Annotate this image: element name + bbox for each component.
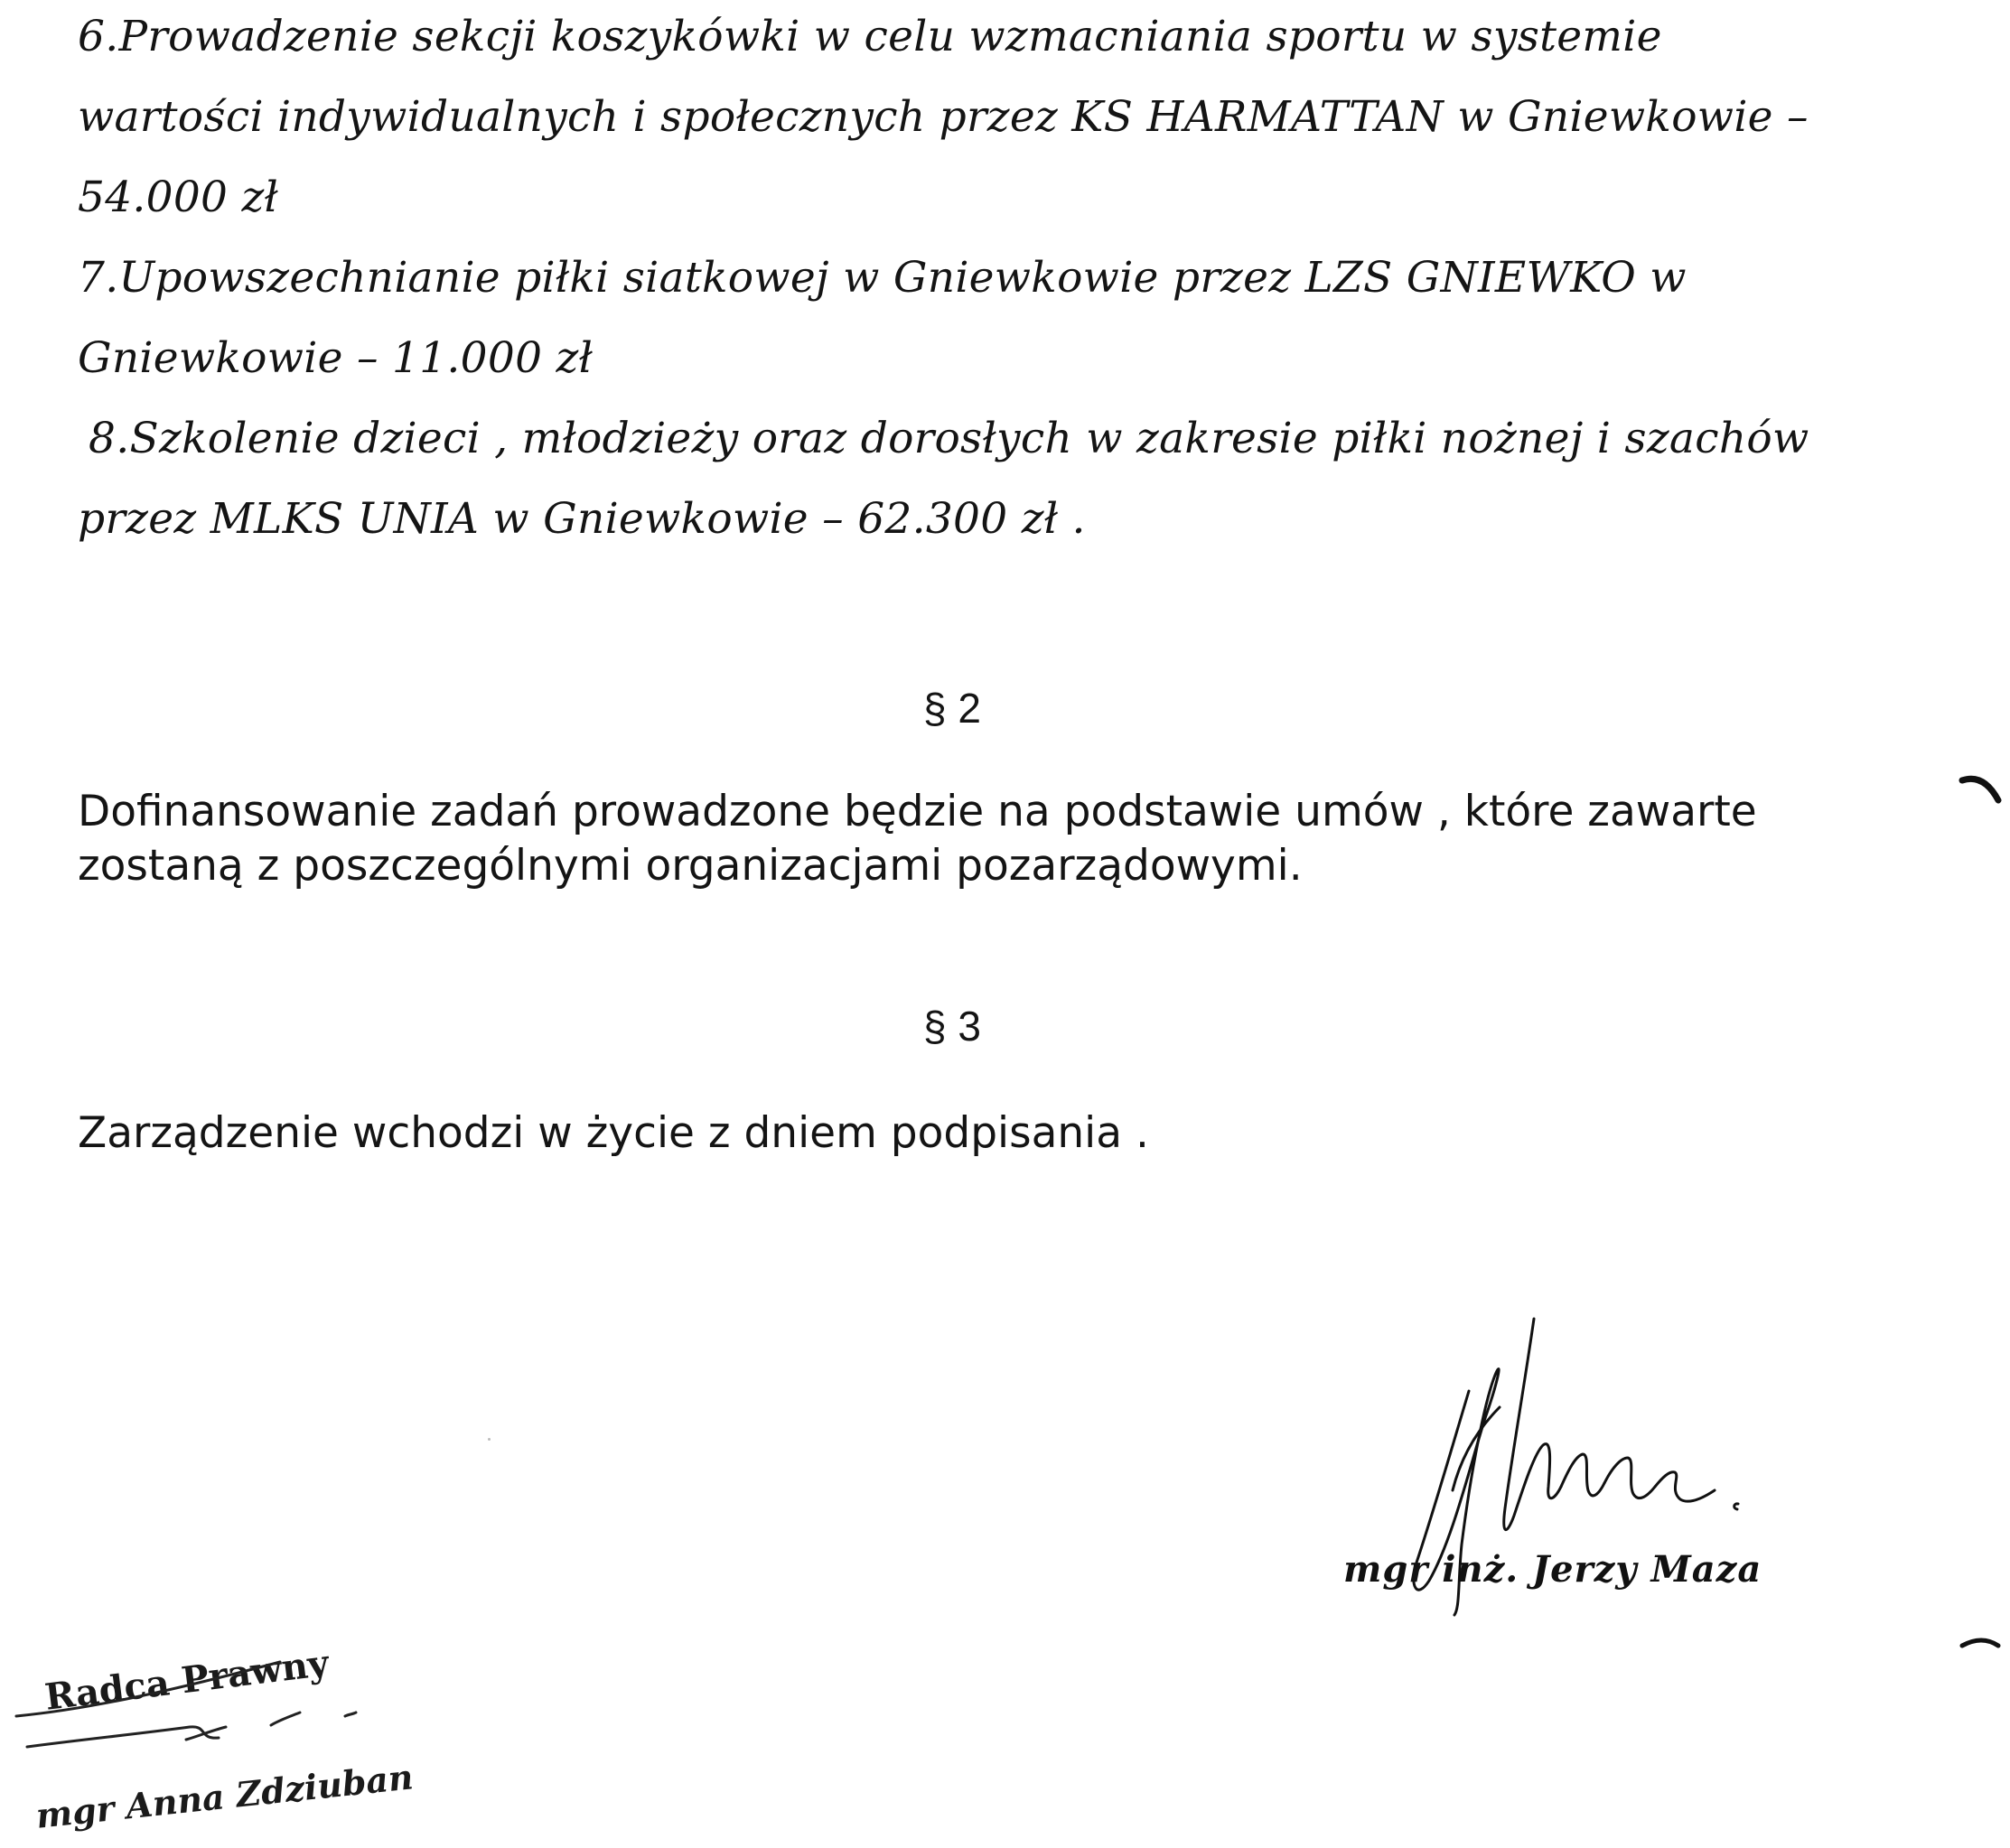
scan-hole-mark-icon bbox=[1959, 773, 2004, 809]
mayor-name: mgr inż. Jerzy Maza bbox=[1343, 1548, 1762, 1591]
section-2-heading: § 2 bbox=[923, 685, 981, 732]
task-item-8-line-2: przez MLKS UNIA w Gniewkowie – 62.300 zł . bbox=[78, 494, 1086, 544]
task-item-8-line-1: 8.Szkolenie dzieci , młodzieży oraz dorosłych w zakresie piłki nożnej i szachów bbox=[89, 414, 1809, 463]
legal-advisor-stamp bbox=[9, 1641, 434, 1848]
task-item-8 bbox=[78, 398, 1895, 559]
task-item-6 bbox=[78, 0, 1884, 238]
task-item-6-line-1: 6.Prowadzenie sekcji koszykówki w celu wzmacniania sportu w systemie bbox=[78, 12, 1662, 61]
task-item-6-line-2: wartości indywidualnych i społecznych przez KS HARMATTAN w Gniewkowie – bbox=[78, 92, 1809, 142]
section-2-line-1: Dofinansowanie zadań prowadzone będzie na podstawie umów , które zawarte bbox=[78, 787, 1757, 836]
section-3-paragraph bbox=[78, 1106, 1939, 1161]
scan-speck bbox=[488, 1438, 491, 1441]
scan-hole-mark-icon bbox=[1959, 1633, 2004, 1660]
legal-advisor-name: mgr Anna Zdziuban bbox=[33, 1756, 416, 1836]
task-item-6-line-3: 54.000 zł bbox=[78, 173, 279, 222]
task-item-7 bbox=[78, 238, 1884, 398]
section-2-line-2: zostaną z poszczególnymi organizacjami pozarządowymi. bbox=[78, 841, 1303, 891]
task-item-7-line-2: Gniewkowie – 11.000 zł bbox=[78, 333, 594, 383]
section-3-line-1: Zarządzenie wchodzi w życie z dniem podpisania . bbox=[78, 1108, 1149, 1158]
section-2-paragraph bbox=[78, 785, 1939, 893]
section-3-heading: § 3 bbox=[923, 1003, 981, 1050]
task-item-7-line-1: 7.Upowszechnianie piłki siatkowej w Gniewkowie przez LZS GNIEWKO w bbox=[78, 253, 1687, 303]
legal-advisor-title: Radca Prawny bbox=[42, 1641, 332, 1719]
